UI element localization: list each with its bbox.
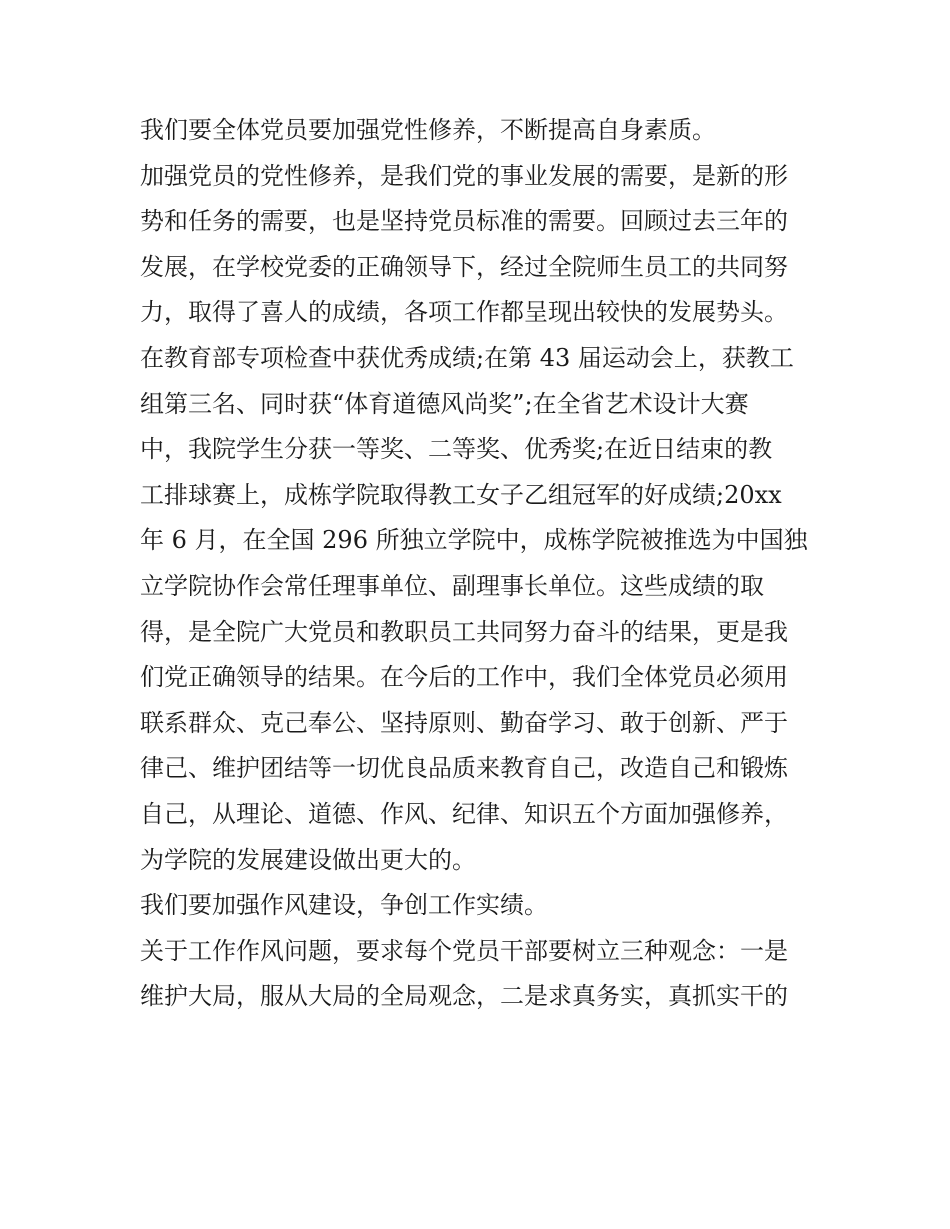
- text-line: 们党正确领导的结果。在今后的工作中，我们全体党员必须用: [140, 663, 788, 692]
- text-line: 发展，在学校党委的正确领导下，经过全院师生员工的共同努: [140, 252, 788, 281]
- text-line: 我们要加强作风建设，争创工作实绩。: [140, 891, 548, 920]
- document-body: [140, 108, 820, 1020]
- text-line: 联系群众、克己奉公、坚持原则、勤奋学习、敢于创新、严于: [140, 708, 788, 737]
- text-line: 律己、维护团结等一切优良品质来教育自己，改造自己和锻炼: [140, 754, 788, 783]
- text-line: 力，取得了喜人的成绩，各项工作都呈现出较快的发展势头。: [140, 298, 788, 327]
- text-line: 工排球赛上，成栋学院取得教工女子乙组冠军的好成绩;20xx: [140, 480, 782, 509]
- text-line: 年 6 月，在全国 296 所独立学院中，成栋学院被推选为中国独: [140, 526, 808, 555]
- text-line: 关于工作作风问题，要求每个党员干部要树立三种观念：一是: [140, 936, 788, 965]
- text-line: 我们要全体党员要加强党性修养，不断提高自身素质。: [140, 116, 716, 144]
- text-line: 得，是全院广大党员和教职员工共同努力奋斗的结果，更是我: [140, 617, 788, 646]
- text-line: 加强党员的党性修养，是我们党的事业发展的需要，是新的形: [140, 161, 788, 190]
- text-line: 自己，从理论、道德、作风、纪律、知识五个方面加强修养，: [140, 799, 788, 828]
- text-line: 为学院的发展建设做出更大的。: [140, 845, 476, 874]
- text-line: 立学院协作会常任理事单位、副理事长单位。这些成绩的取: [140, 571, 764, 600]
- text-line: 势和任务的需要，也是坚持党员标准的需要。回顾过去三年的: [140, 207, 788, 236]
- text-line: 中，我院学生分获一等奖、二等奖、优秀奖;在近日结束的教: [140, 435, 773, 464]
- text-line: 维护大局，服从大局的全局观念，二是求真务实，真抓实干的: [140, 982, 788, 1011]
- text-line: 在教育部专项检查中获优秀成绩;在第 43 届运动会上，获教工: [140, 343, 794, 372]
- text-line: 组第三名、同时获“体育道德风尚奖”;在全省艺术设计大赛: [140, 389, 749, 418]
